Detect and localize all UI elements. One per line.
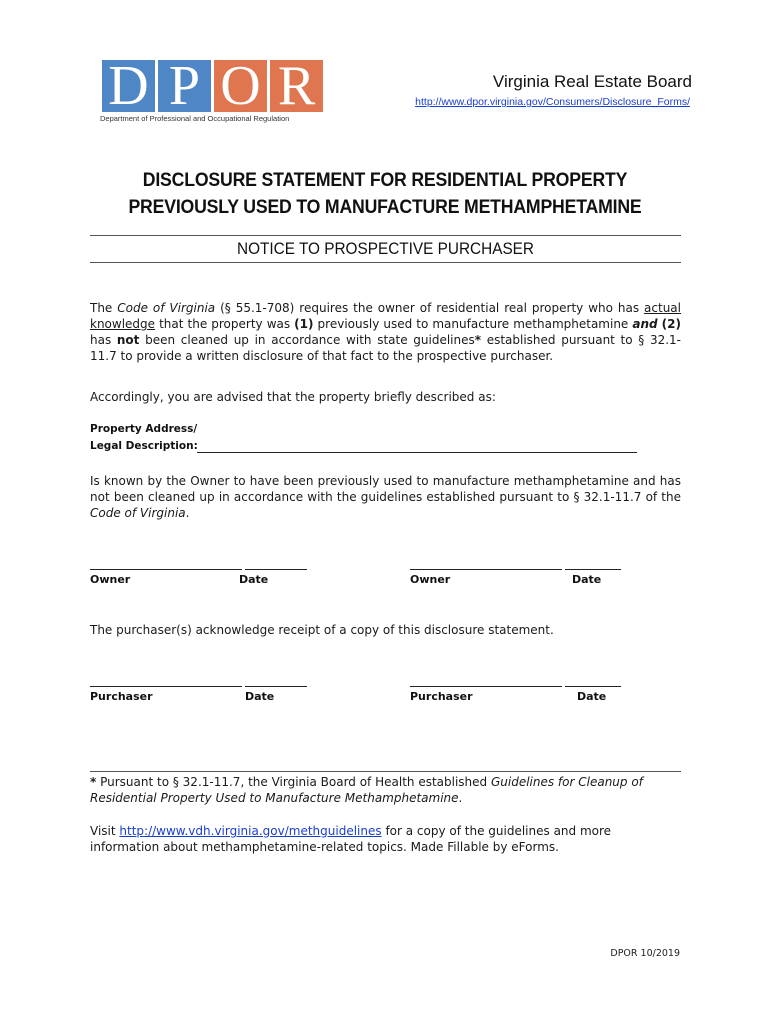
- footnote-divider: [90, 771, 681, 772]
- divider-bottom: [90, 262, 681, 263]
- form-code: DPOR 10/2019: [610, 948, 680, 959]
- visit-text: Visit http://www.vdh.virginia.gov/methguidelines for a copy of the guidelines and more information about methamphetamine-related topics. Made Fillable by eForms.: [90, 824, 612, 854]
- legal-description-field[interactable]: [197, 452, 637, 453]
- purchaser-1-date-label: Date: [245, 690, 275, 703]
- owner-1-signature-field[interactable]: [90, 569, 242, 570]
- vdh-guidelines-link[interactable]: http://www.vdh.virginia.gov/methguidelines: [119, 824, 382, 838]
- purchaser-1-signature-field[interactable]: [90, 686, 242, 687]
- owner-1-label: Owner: [90, 573, 131, 586]
- board-name: Virginia Real Estate Board: [492, 72, 692, 91]
- legal-description-label: Legal Description:: [90, 440, 198, 452]
- logo-subtitle: Department of Professional and Occupational Regulation: [100, 114, 290, 123]
- owner-1-date-label: Date: [239, 573, 269, 586]
- owner-2-date-field[interactable]: [565, 569, 621, 570]
- purchaser-2-label: Purchaser: [410, 690, 473, 703]
- property-address-label: Property Address/: [90, 423, 198, 435]
- purchaser-1-label: Purchaser: [90, 690, 153, 703]
- divider-top: [90, 235, 681, 236]
- dpor-logo: [100, 55, 325, 126]
- purchaser-2-signature-field[interactable]: [410, 686, 562, 687]
- known-paragraph: Is known by the Owner to have been previously used to manufacture methamphetamine and has not been cleaned up in accordance with the guidelines established pursuant to § 32.1-11.7 of the Code of Virginia.: [90, 474, 681, 520]
- purchaser-1-date-field[interactable]: [245, 686, 307, 687]
- logo-letter-d: D: [102, 60, 155, 112]
- owner-1-date-field[interactable]: [245, 569, 307, 570]
- owner-2-label: Owner: [410, 573, 451, 586]
- notice-heading: NOTICE TO PROSPECTIVE PURCHASER: [236, 240, 535, 258]
- board-url-link[interactable]: http://www.dpor.virginia.gov/Consumers/Disclosure_Forms/: [415, 96, 690, 108]
- logo-letter-p: P: [158, 60, 211, 112]
- purchaser-2-date-field[interactable]: [565, 686, 621, 687]
- acknowledge-text: The purchaser(s) acknowledge receipt of a copy of this disclosure statement.: [90, 623, 554, 637]
- owner-2-signature-field[interactable]: [410, 569, 562, 570]
- intro-paragraph: The Code of Virginia (§ 55.1-708) requires the owner of residential real property who has actual knowledge that the property was (1) previously used to manufacture methamphetamine and (2) has not been cleaned up in accordance with state guidelines* established pursuant to § 32.1-11.7 to provide a written disclosure of that fact to the prospective purchaser.: [90, 301, 681, 363]
- logo-letter-o: O: [214, 60, 267, 112]
- advised-text: Accordingly, you are advised that the property briefly described as:: [90, 390, 496, 404]
- title-line-2: PREVIOUSLY USED TO MANUFACTURE METHAMPHETAMINE: [128, 197, 642, 218]
- title-line-1: DISCLOSURE STATEMENT FOR RESIDENTIAL PROPERTY: [142, 170, 628, 191]
- owner-2-date-label: Date: [572, 573, 602, 586]
- purchaser-2-date-label: Date: [577, 690, 607, 703]
- logo-letter-r: R: [270, 60, 323, 112]
- footnote-text: * Pursuant to § 32.1-11.7, the Virginia Board of Health established Guidelines for Cleanup of Residential Property Used to Manufacture Methamphetamine.: [90, 775, 643, 805]
